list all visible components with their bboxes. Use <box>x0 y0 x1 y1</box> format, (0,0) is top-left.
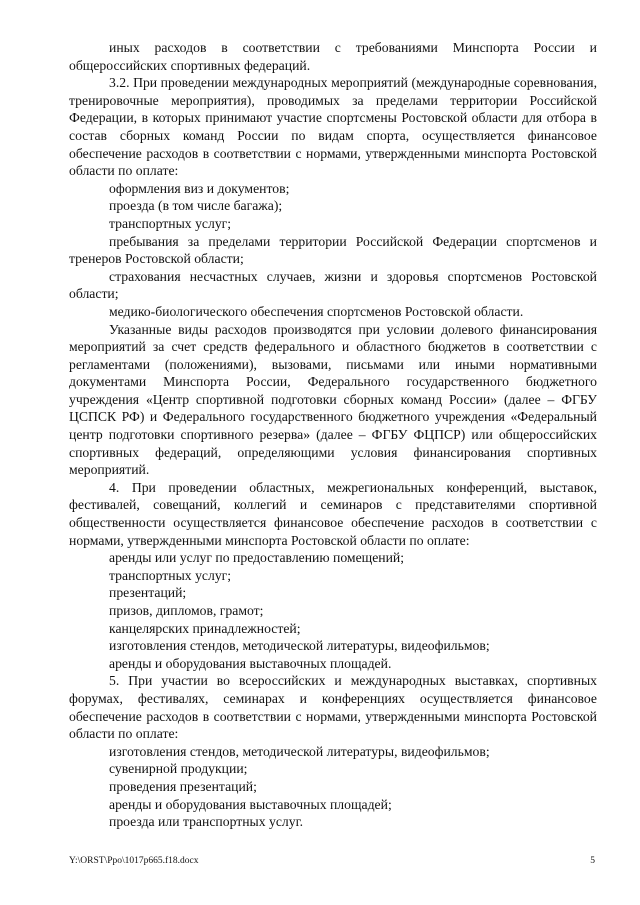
paragraph: 3.2. При проведении международных мероприятий (международные соревнования, тренировочные мероприятия), проводимых за пределами территории Российской Федерации, в которых принимают участие спортсмены Ростовской области для отбора в состав сборных команд России по видам спорта, осуществляется финансовое обеспечение расходов в соответствии с нормами, утвержденными минспорта Ростовской области по оплате: <box>69 75 597 179</box>
list-item: изготовления стендов, методической литературы, видеофильмов; <box>109 743 490 759</box>
paragraph: Указанные виды расходов производятся при условии долевого финансирования мероприятий за счет средств федерального и областного бюджетов в соответствии с регламентами (положениями), вызовами, письмами или иными нормативными документами Минспорта России, Федерального государственного бюджетного учреждения «Центр спортивной подготовки сборных команд России» (далее – ФГБУ ЦСПСК РФ) и Федерального государственного бюджетного учреждения «Федеральный центр подготовки спортивного резерва» (далее – ФГБУ ФЦПСР) или общероссийских спортивных федераций, определяющими условия финансирования спортивных мероприятий. <box>69 321 597 478</box>
document-body <box>69 39 597 831</box>
paragraph: иных расходов в соответствии с требованиями Минспорта России и общероссийских спортивных федераций. <box>69 40 597 73</box>
paragraph: 4. При проведении областных, межрегиональных конференций, выставок, фестивалей, совещаний, коллегий и семинаров с представителями спортивной общественности осуществляется финансовое обеспечение расходов в соответствии с нормами, утвержденными минспорта Ростовской области по оплате: <box>69 479 597 548</box>
list-item: презентаций; <box>109 585 187 601</box>
list-item: изготовления стендов, методической литературы, видеофильмов; <box>109 638 490 654</box>
list-item: канцелярских принадлежностей; <box>109 620 301 636</box>
list-item: сувенирной продукции; <box>109 761 248 777</box>
paragraph: 5. При участии во всероссийских и международных выставках, спортивных форумах, фестивалях, семинарах и конференциях осуществляется финансовое обеспечение расходов в соответствии с нормами, утвержденными минспорта Ростовской области по оплате: <box>69 673 597 742</box>
list-item: аренды и оборудования выставочных площадей; <box>109 796 392 812</box>
list-item: транспортных услуг; <box>109 567 232 583</box>
list-item: оформления виз и документов; <box>109 180 290 196</box>
footer-file-path: Y:\ORST\Ppo\1017p665.f18.docx <box>69 856 199 866</box>
list-item: страхования несчастных случаев, жизни и здоровья спортсменов Ростовской области; <box>69 268 597 302</box>
list-item: медико-биологического обеспечения спортсменов Ростовской области. <box>109 303 524 319</box>
list-item: аренды или услуг по предоставлению помещений; <box>109 550 405 566</box>
list-item: призов, дипломов, грамот; <box>109 603 264 618</box>
list-item: транспортных услуг; <box>109 215 232 231</box>
list-item: проезда или транспортных услуг. <box>109 814 304 830</box>
list-item: пребывания за пределами территории Российской Федерации спортсменов и тренеров Ростовской области; <box>69 233 597 267</box>
list-item: проведения презентаций; <box>109 778 257 794</box>
list-item: проезда (в том числе багажа); <box>109 198 283 214</box>
list-item: аренды и оборудования выставочных площадей. <box>109 655 392 671</box>
page-number: 5 <box>590 856 595 866</box>
